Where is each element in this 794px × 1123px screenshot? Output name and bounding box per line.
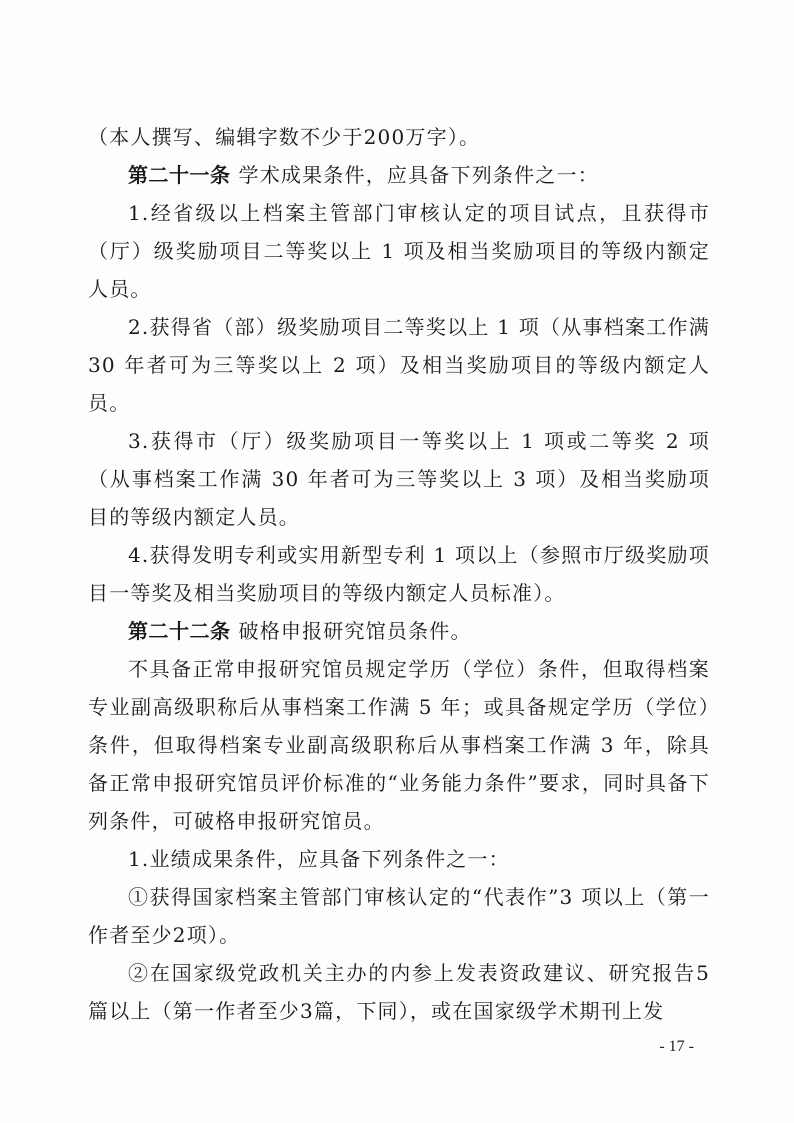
paragraph-text: 破格申报研究馆员条件。 (238, 619, 472, 643)
paragraph (88, 536, 710, 612)
paragraph (88, 308, 710, 422)
article-number: 第二十二条 (128, 619, 231, 643)
paragraph (88, 650, 710, 840)
paragraph (88, 422, 710, 536)
paragraph-text: 1.业绩成果条件，应具备下列条件之一： (128, 847, 510, 871)
paragraph-text: 1.经省级以上档案主管部门审核认定的项目试点，且获得市（厅）级奖励项目二等奖以上 1 项及相当奖励项目的等级内额定人员。 (88, 201, 710, 301)
paragraph (88, 954, 710, 1030)
paragraph (88, 878, 710, 954)
paragraph (88, 118, 710, 156)
paragraph-text: 2.获得省（部）级奖励项目二等奖以上 1 项（从事档案工作满 30 年者可为三等奖以上 2 项）及相当奖励项目的等级内额定人员。 (88, 315, 710, 415)
paragraph-text: 4.获得发明专利或实用新型专利 1 项以上（参照市厅级奖励项目一等奖及相当奖励项目的等级内额定人员标准）。 (88, 543, 710, 605)
paragraph-text: （本人撰写、编辑字数不少于200万字）。 (88, 125, 481, 149)
paragraph-text: ①获得国家档案主管部门审核认定的“代表作”3 项以上（第一作者至少2项）。 (88, 885, 710, 947)
paragraph-text: 不具备正常申报研究馆员规定学历（学位）条件，但取得档案专业副高级职称后从事档案工作满 5 年；或具备规定学历（学位）条件，但取得档案专业副高级职称后从事档案工作满 3 年，除具备正常申报研究馆员评价标准的“业务能力条件”要求，同时具备下列条件，可破格申报研究馆员。 (88, 657, 710, 833)
article-number: 第二十一条 (128, 163, 231, 187)
article-21-heading (88, 156, 710, 194)
paragraph (88, 840, 710, 878)
paragraph-text: ②在国家级党政机关主办的内参上发表资政建议、研究报告5篇以上（第一作者至少3篇，下同），或在国家级学术期刊上发 (88, 961, 710, 1023)
article-22-heading (88, 612, 710, 650)
paragraph (88, 194, 710, 308)
paragraph-text: 学术成果条件，应具备下列条件之一： (238, 163, 599, 187)
page-number: - 17 - (659, 1038, 694, 1055)
document-body (88, 118, 710, 1030)
paragraph-text: 3.获得市（厅）级奖励项目一等奖以上 1 项或二等奖 2 项（从事档案工作满 30 年者可为三等奖以上 3 项）及相当奖励项目的等级内额定人员。 (88, 429, 710, 529)
